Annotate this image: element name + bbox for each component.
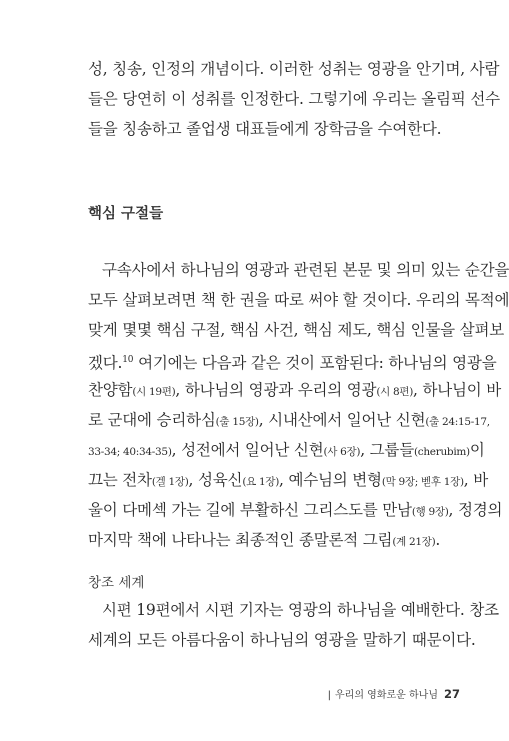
footer-separator: | (327, 690, 332, 701)
running-title: 우리의 영화로운 하나님 (335, 690, 438, 701)
text-line (88, 407, 490, 437)
text-fragment: , 바 (463, 471, 488, 489)
text-line: 구속사에서 하나님의 영광과 관련된 본문 및 의미 있는 순간을 (102, 261, 509, 279)
text-line (88, 527, 458, 557)
text-line: 세계의 모든 아름다움이 하나님의 영광을 말하기 때문이다. (88, 631, 476, 649)
page-number: 27 (443, 687, 460, 701)
text-line: 성, 칭송, 인정의 개념이다. 이러한 성취는 영광을 안기며, 사람 (88, 60, 500, 78)
scripture-reference: (시 19편) (132, 386, 176, 398)
core-passages-paragraph (88, 257, 509, 557)
text-fragment: 울이 다메섹 가는 길에 부활하신 그리스도를 만남 (88, 501, 412, 519)
scripture-reference: (행 9장) (411, 506, 449, 518)
section-heading: 핵심 구절들 (88, 206, 164, 222)
text-fragment: . (435, 531, 441, 549)
scripture-reference: (시 8편) (376, 386, 414, 398)
text-fragment: , 하나님의 영광과 우리의 영광 (175, 381, 377, 399)
top-paragraph (88, 56, 500, 146)
scripture-reference: (계 21장) (392, 536, 436, 548)
text-fragment: , 성전에서 일어난 신현 (171, 441, 324, 459)
scripture-reference: (출 24:15-17, (425, 416, 490, 428)
text-fragment: 끄는 전차 (88, 471, 152, 489)
text-line (88, 377, 502, 407)
scripture-reference: 33-34; 40:34-35) (88, 446, 172, 458)
subsection-heading: 창조 세계 (88, 575, 145, 591)
text-line: 들을 칭송하고 졸업생 대표들에게 장학금을 수여한다. (88, 120, 442, 138)
text-line (88, 497, 503, 527)
scripture-reference: (겔 1장) (151, 476, 189, 488)
text-fragment: , 성육신 (188, 471, 243, 489)
creation-paragraph (88, 597, 499, 657)
text-fragment: , 그룹들 (360, 441, 414, 459)
text-fragment: , 시내산에서 일어난 신현 (258, 411, 426, 429)
running-footer (300, 686, 460, 701)
scripture-reference: (사 6장) (323, 446, 361, 458)
text-line: 들은 당연히 이 성취를 인정한다. 그렇기에 우리는 올림픽 선수 (88, 90, 500, 108)
text-fragment: , 하나님이 바 (413, 381, 502, 399)
text-fragment: 로 군대에 승리하심 (88, 411, 216, 429)
text-line: 모두 살펴보려면 책 한 권을 따로 써야 할 것이다. 우리의 목적에 (88, 291, 509, 309)
text-fragment: , 예수님의 변형 (279, 471, 382, 489)
text-line (88, 467, 488, 497)
scripture-reference: (cherubim) (413, 446, 470, 458)
scripture-reference: (막 9장; 벧후 1장) (381, 476, 464, 488)
text-fragment: 이 (469, 441, 485, 459)
text-line (88, 437, 485, 467)
scripture-reference: (요 1장) (242, 476, 280, 488)
text-line (88, 347, 497, 377)
text-fragment: 겠다. (88, 354, 123, 373)
scripture-reference: (출 15장) (215, 416, 259, 428)
footnote-marker: 10 (122, 355, 134, 365)
text-fragment: 마지막 책에 나타나는 최종적인 종말론적 그림 (88, 531, 393, 549)
text-fragment: 찬양함 (88, 381, 133, 399)
text-line: 맞게 몇몇 핵심 구절, 핵심 사건, 핵심 제도, 핵심 인물을 살펴보 (88, 321, 505, 339)
text-fragment: , 정경의 (448, 501, 503, 519)
text-fragment: 여기에는 다음과 같은 것이 포함된다: 하나님의 영광을 (133, 354, 497, 373)
text-line: 시편 19편에서 시편 기자는 영광의 하나님을 예배한다. 창조 (102, 601, 499, 619)
